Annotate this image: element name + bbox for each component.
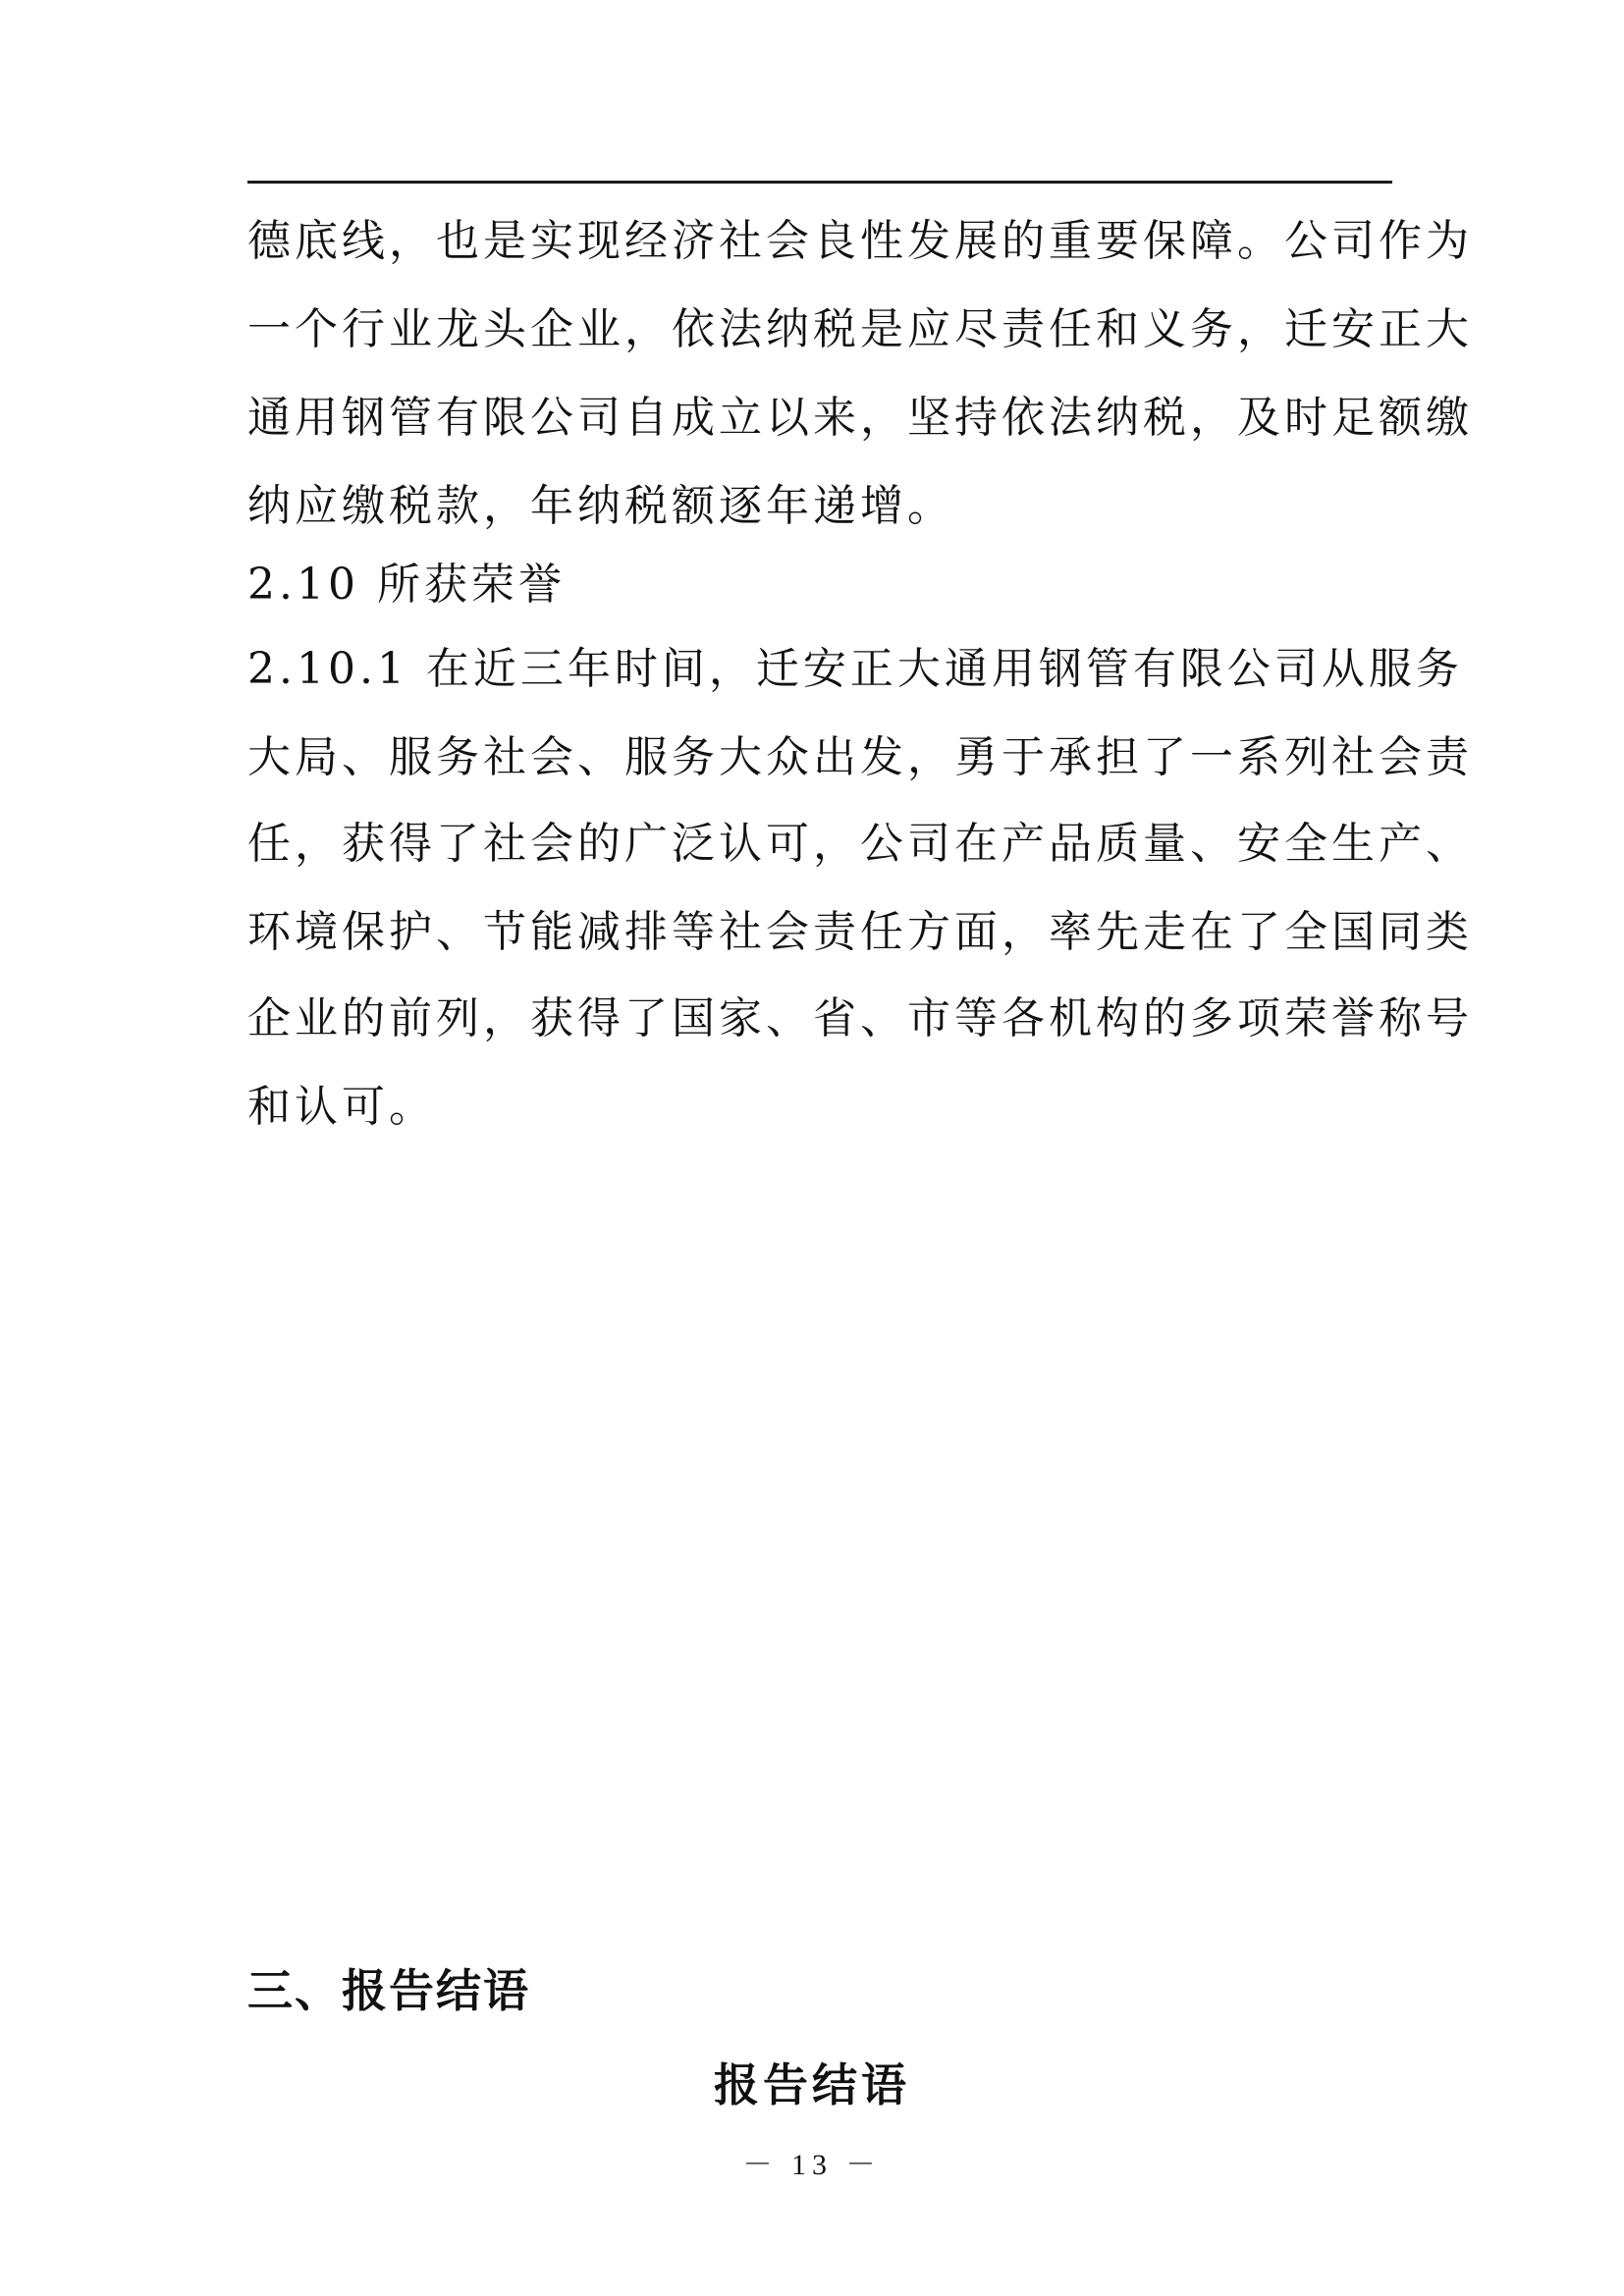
section-heading: 三、报告结语	[247, 1964, 530, 2017]
body-line: 通用钢管有限公司自成立以来，坚持依法纳税，及时足额缴	[247, 393, 1473, 443]
body-line: 和认可。	[247, 1082, 436, 1132]
body-line: 企业的前列，获得了国家、省、市等各机构的多项荣誉称号	[247, 993, 1473, 1043]
body-line: 德底线，也是实现经济社会良性发展的重要保障。公司作为	[247, 216, 1473, 266]
body-line: 一个行业龙头企业，依法纳税是应尽责任和义务，迁安正大	[247, 304, 1473, 354]
subsection-heading: 2.10 所获荣誉	[247, 560, 566, 610]
body-line: 任，获得了社会的广泛认可，公司在产品质量、安全生产、	[247, 819, 1473, 869]
centered-title: 报告结语	[714, 2058, 910, 2111]
body-line: 环境保护、节能减排等社会责任方面，率先走在了全国同类	[247, 907, 1473, 957]
header-rule	[247, 181, 1392, 184]
body-line: 纳应缴税款，年纳税额逐年递增。	[247, 481, 954, 531]
body-line: 大局、服务社会、服务大众出发，勇于承担了一系列社会责	[247, 732, 1473, 782]
body-line: 2.10.1 在近三年时间，迁安正大通用钢管有限公司从服务	[247, 644, 1463, 694]
page-number: － 13 －	[742, 2149, 882, 2181]
